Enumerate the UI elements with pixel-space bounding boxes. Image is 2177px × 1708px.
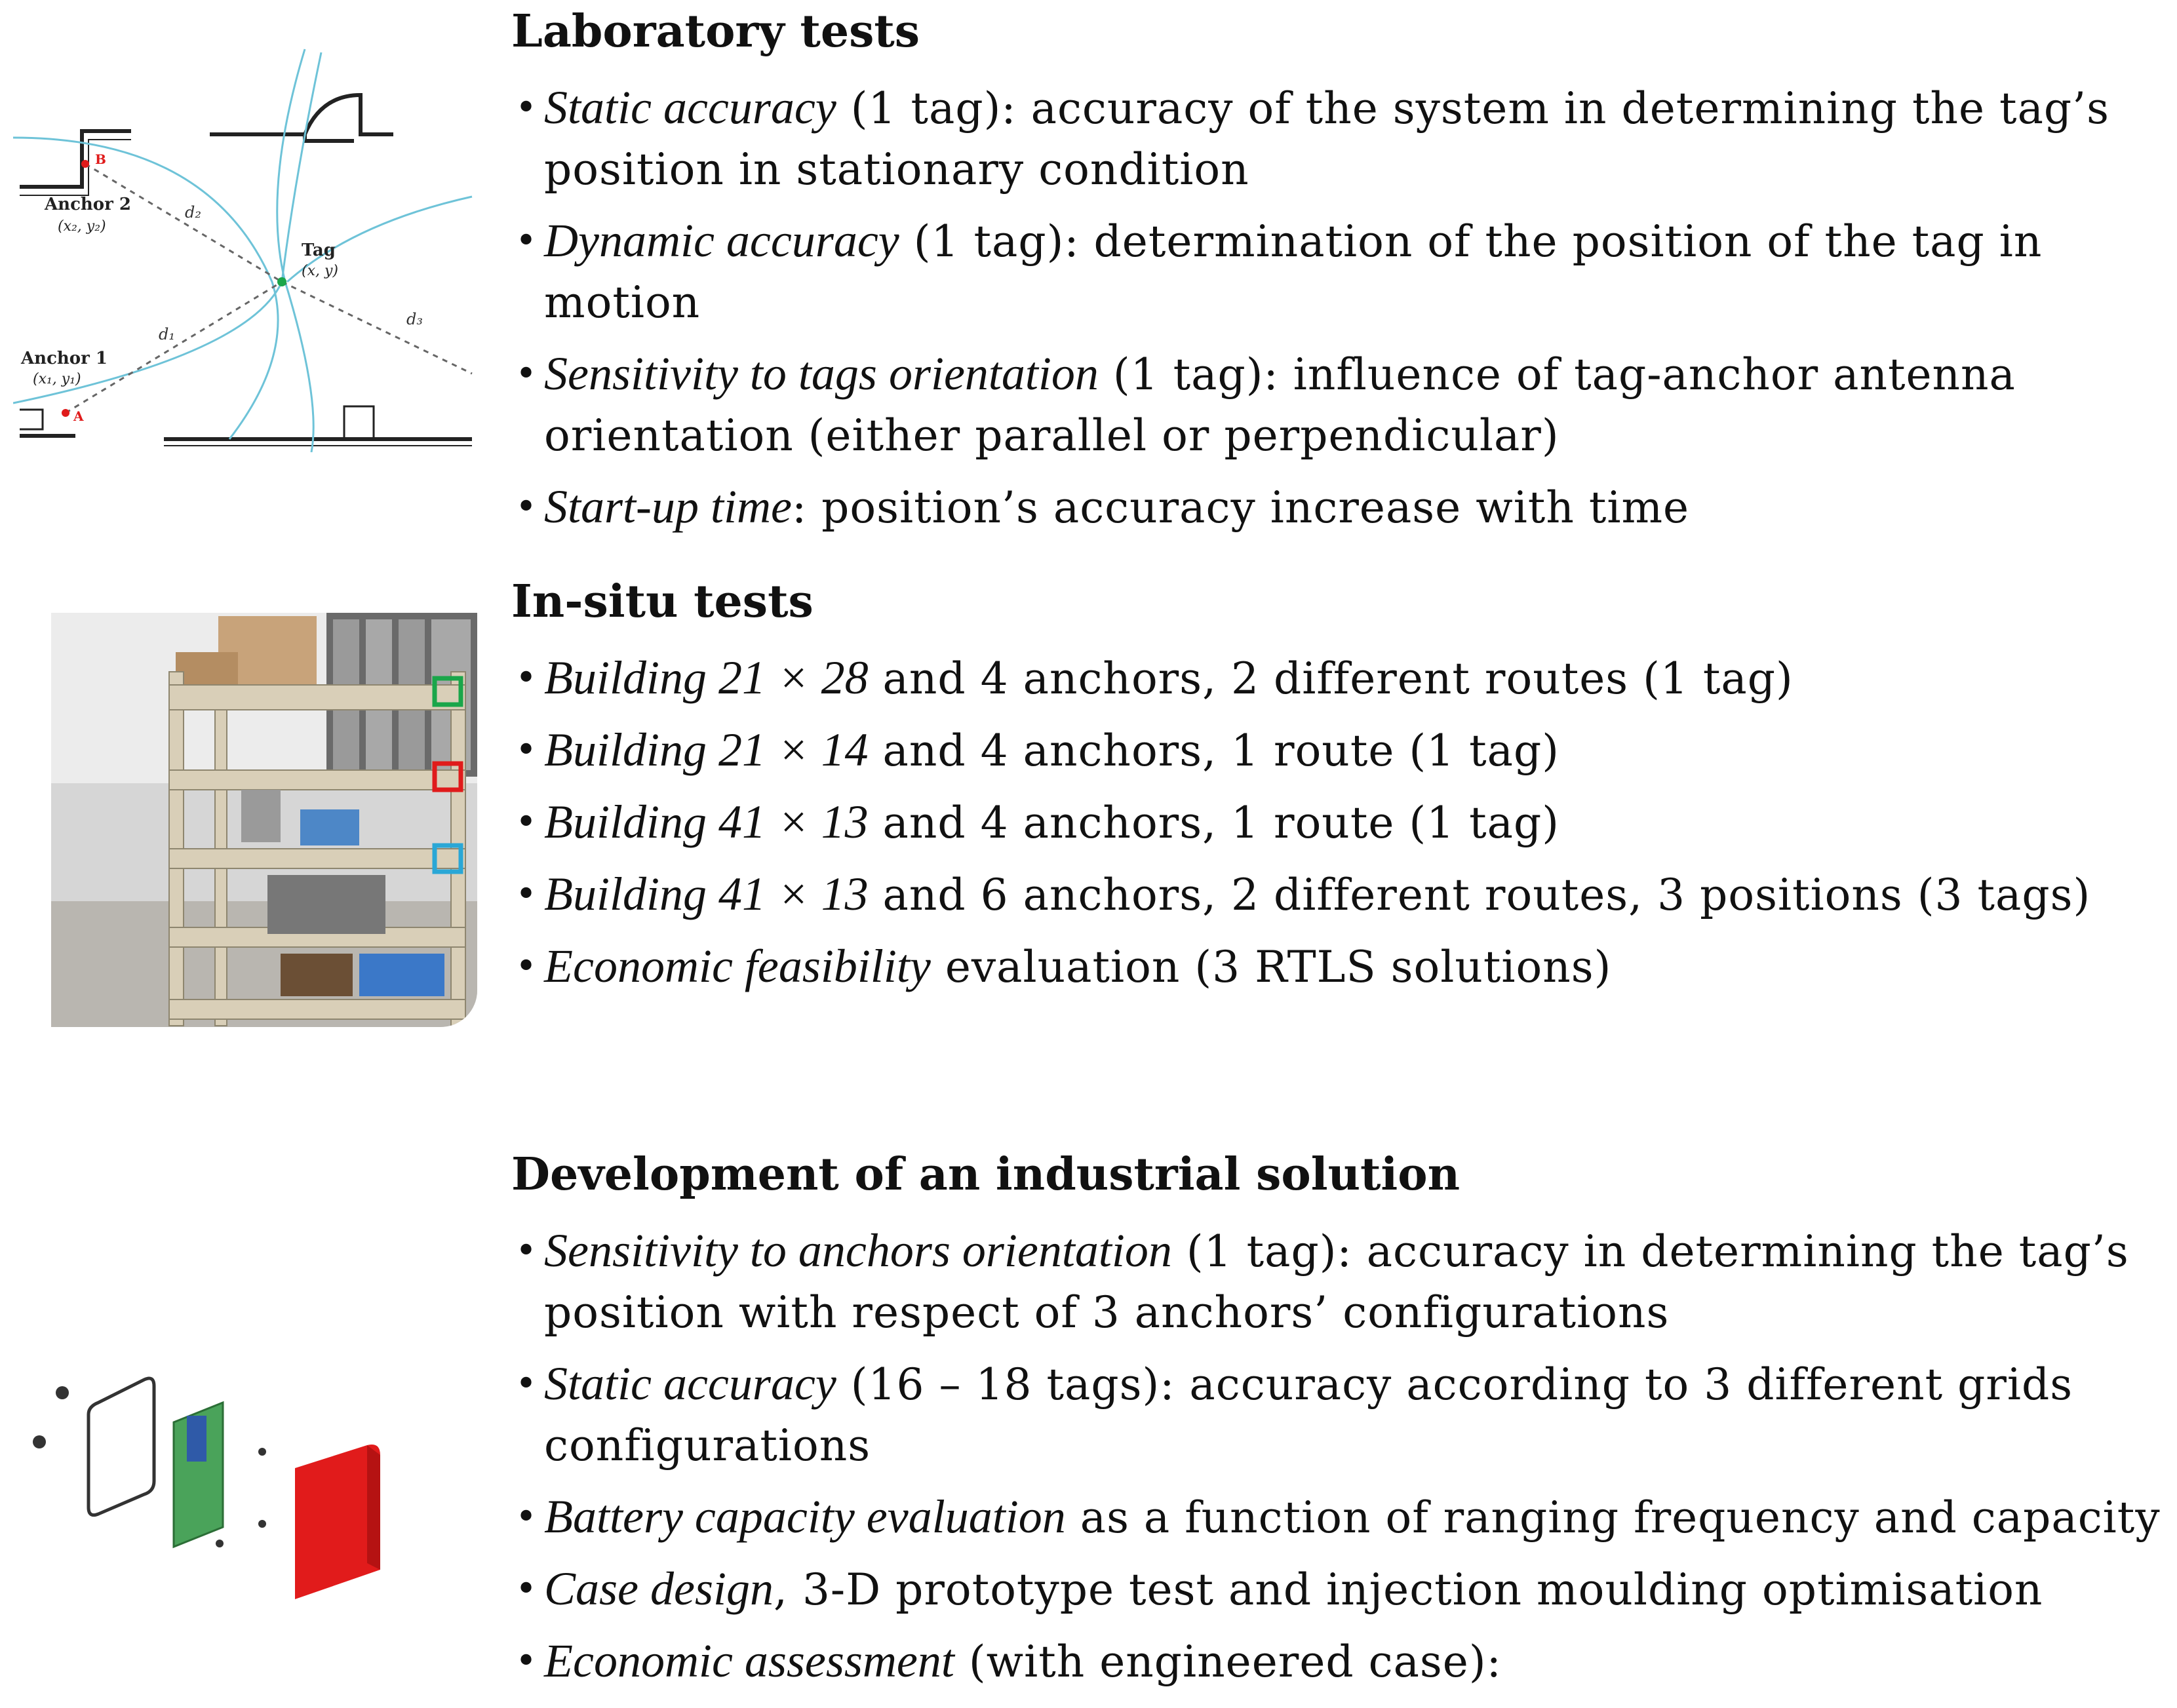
list-item: • Building 41 × 13 and 6 anchors, 2 different routes, 3 positions (3 tags)	[511, 864, 2177, 925]
section-in-situ-tests	[511, 575, 2177, 1008]
d3-label: d₃	[406, 310, 423, 328]
list-item: • Start-up time: position’s accuracy increase with time	[511, 476, 2177, 538]
screw-icon	[216, 1540, 224, 1547]
trilateration-diagram	[13, 46, 479, 452]
point-b-label: B	[95, 151, 106, 167]
shelf-illustration	[51, 613, 477, 1027]
trilateration-svg	[13, 46, 479, 452]
screw-icon	[258, 1520, 266, 1528]
tag-label: Tag	[302, 241, 336, 260]
anchor2-label: Anchor 2	[45, 195, 131, 214]
section-industrial-solution	[511, 1148, 2177, 1703]
list-item: • Case design, 3-D prototype test and injection moulding optimisation	[511, 1559, 2177, 1620]
range-circles	[13, 49, 472, 452]
list-item: • Economic assessment (with engineered case):	[511, 1631, 2177, 1692]
list-item: • Dynamic accuracy (1 tag): determination of the position of the tag in motion	[511, 210, 2177, 333]
bullet-list	[511, 1220, 2177, 1692]
bullet-list	[511, 77, 2177, 538]
tag-point	[277, 277, 286, 286]
exploded-view-svg	[13, 1232, 433, 1599]
case-design-exploded-view	[13, 1232, 433, 1599]
d2-label: d₂	[185, 203, 201, 222]
screw-icon	[33, 1435, 46, 1448]
anchor1-coord: (x₁, y₁)	[33, 371, 81, 387]
section-heading: Laboratory tests	[511, 5, 920, 58]
section-heading: Development of an industrial solution	[511, 1148, 1461, 1201]
list-item: • Static accuracy (16 – 18 tags): accuracy according to 3 different grids configurations	[511, 1353, 2177, 1476]
list-item: • Battery capacity evaluation as a function of ranging frequency and capacity	[511, 1486, 2177, 1548]
list-item: • Sensitivity to anchors orientation (1 tag): accuracy in determining the tag’s position with respect of 3 anchors’ configurations	[511, 1220, 2177, 1343]
point-b	[81, 160, 89, 168]
screw-icon	[56, 1386, 69, 1399]
list-item: • Sensitivity to tags orientation (1 tag): influence of tag-anchor antenna orientation (either parallel or perpendicular)	[511, 343, 2177, 466]
point-a	[62, 409, 69, 417]
bullet-list	[511, 648, 2177, 998]
section-laboratory-tests	[511, 5, 2177, 549]
list-item: • Economic feasibility evaluation (3 RTLS solutions)	[511, 936, 2177, 998]
screw-icon	[258, 1448, 266, 1456]
anchor1-label: Anchor 1	[21, 349, 108, 368]
section-heading: In-situ tests	[511, 575, 814, 628]
anchor2-coord: (x₂, y₂)	[58, 218, 106, 235]
shelf-photo	[51, 613, 477, 1027]
list-item: • Building 21 × 14 and 4 anchors, 1 route (1 tag)	[511, 720, 2177, 781]
wall-lines	[20, 95, 472, 446]
list-item: • Static accuracy (1 tag): accuracy of the system in determining the tag’s position in stationary condition	[511, 77, 2177, 200]
list-item: • Building 41 × 13 and 4 anchors, 1 route (1 tag)	[511, 792, 2177, 853]
point-a-label: A	[73, 408, 84, 424]
list-item: • Building 21 × 28 and 4 anchors, 2 different routes (1 tag)	[511, 648, 2177, 709]
d1-label: d₁	[159, 325, 175, 343]
tag-coord: (x, y)	[302, 263, 338, 279]
battery-icon	[187, 1416, 206, 1462]
gasket-frame	[88, 1378, 154, 1515]
